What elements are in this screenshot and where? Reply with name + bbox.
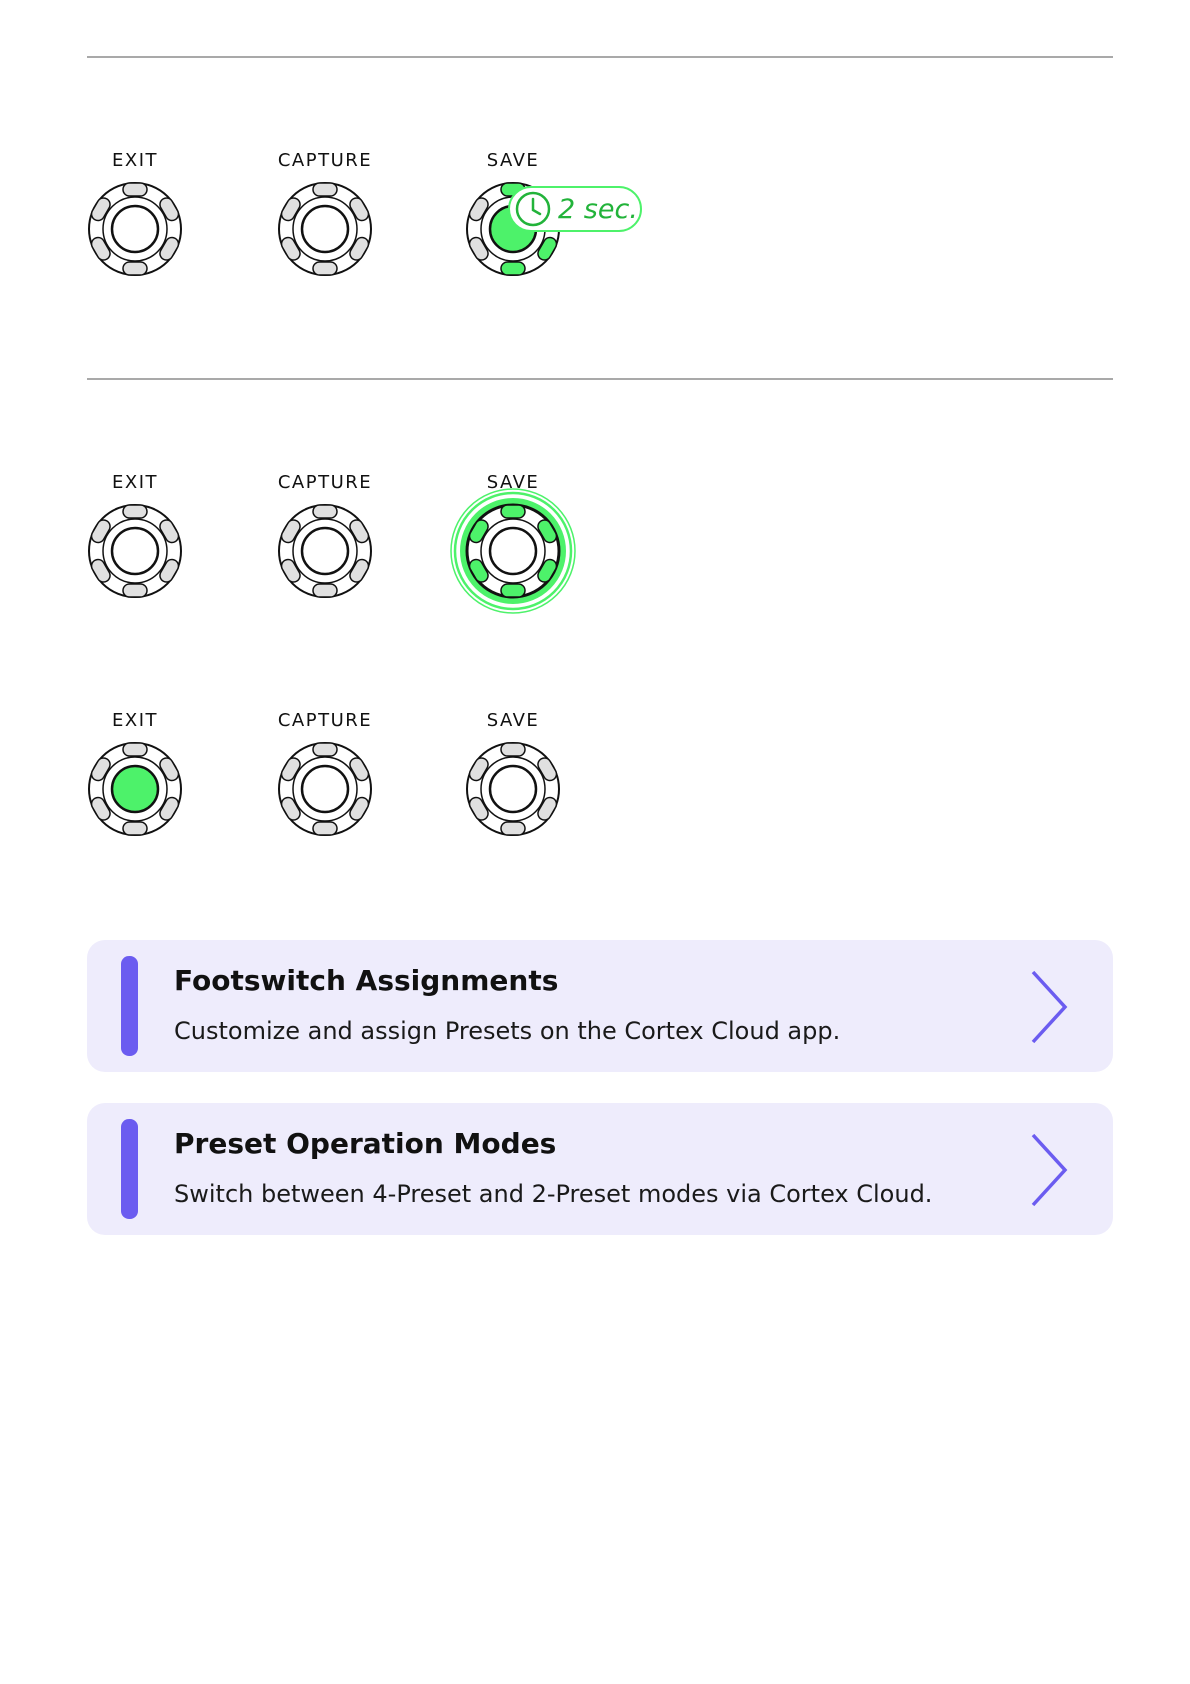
footswitch-capture bbox=[260, 472, 390, 612]
footswitch-capture bbox=[260, 150, 390, 290]
footswitch-label: CAPTURE bbox=[277, 710, 373, 731]
footswitch-label: EXIT bbox=[111, 710, 158, 731]
footswitch-icon bbox=[80, 174, 190, 284]
footswitch-icon bbox=[80, 734, 190, 844]
card-description: Switch between 4-Preset and 2-Preset modes via Cortex Cloud. bbox=[174, 1180, 933, 1208]
footswitch-diagram-2 bbox=[0, 472, 1190, 632]
hold-duration-badge bbox=[508, 186, 642, 232]
footswitch-icon bbox=[458, 734, 568, 844]
divider-middle bbox=[87, 378, 1113, 380]
footswitch-exit bbox=[70, 150, 200, 290]
footswitch-label: CAPTURE bbox=[277, 472, 373, 493]
chevron-right-icon[interactable] bbox=[1029, 970, 1069, 1044]
footswitch-exit bbox=[70, 472, 200, 612]
footswitch-label: SAVE bbox=[486, 472, 540, 493]
footswitch-icon bbox=[270, 174, 380, 284]
footswitch-icon bbox=[270, 496, 380, 606]
footswitch-label: EXIT bbox=[111, 472, 158, 493]
footswitch-label: EXIT bbox=[111, 150, 158, 171]
footswitch-exit bbox=[70, 710, 200, 850]
footswitch-save bbox=[448, 472, 578, 612]
footswitch-capture bbox=[260, 710, 390, 850]
footswitch-icon bbox=[80, 496, 190, 606]
footswitch-save bbox=[448, 710, 578, 850]
card-description: Customize and assign Presets on the Cortex Cloud app. bbox=[174, 1017, 841, 1045]
footswitch-label: SAVE bbox=[486, 710, 540, 731]
chevron-right-icon[interactable] bbox=[1029, 1133, 1069, 1207]
card-footswitch-assignments[interactable] bbox=[87, 940, 1113, 1072]
footswitch-save bbox=[448, 150, 638, 290]
card-accent-bar bbox=[121, 956, 138, 1056]
footswitch-icon bbox=[458, 496, 568, 606]
divider-top bbox=[87, 56, 1113, 58]
footswitch-icon bbox=[270, 734, 380, 844]
clock-icon bbox=[513, 189, 553, 229]
footswitch-diagram-1 bbox=[0, 150, 1190, 310]
card-accent-bar bbox=[121, 1119, 138, 1219]
card-preset-operation-modes[interactable] bbox=[87, 1103, 1113, 1235]
hold-duration-text: 2 sec. bbox=[558, 194, 638, 225]
card-title: Footswitch Assignments bbox=[174, 964, 559, 997]
card-title: Preset Operation Modes bbox=[174, 1127, 557, 1160]
footswitch-label: CAPTURE bbox=[277, 150, 373, 171]
footswitch-diagram-3 bbox=[0, 710, 1190, 870]
footswitch-label: SAVE bbox=[486, 150, 540, 171]
